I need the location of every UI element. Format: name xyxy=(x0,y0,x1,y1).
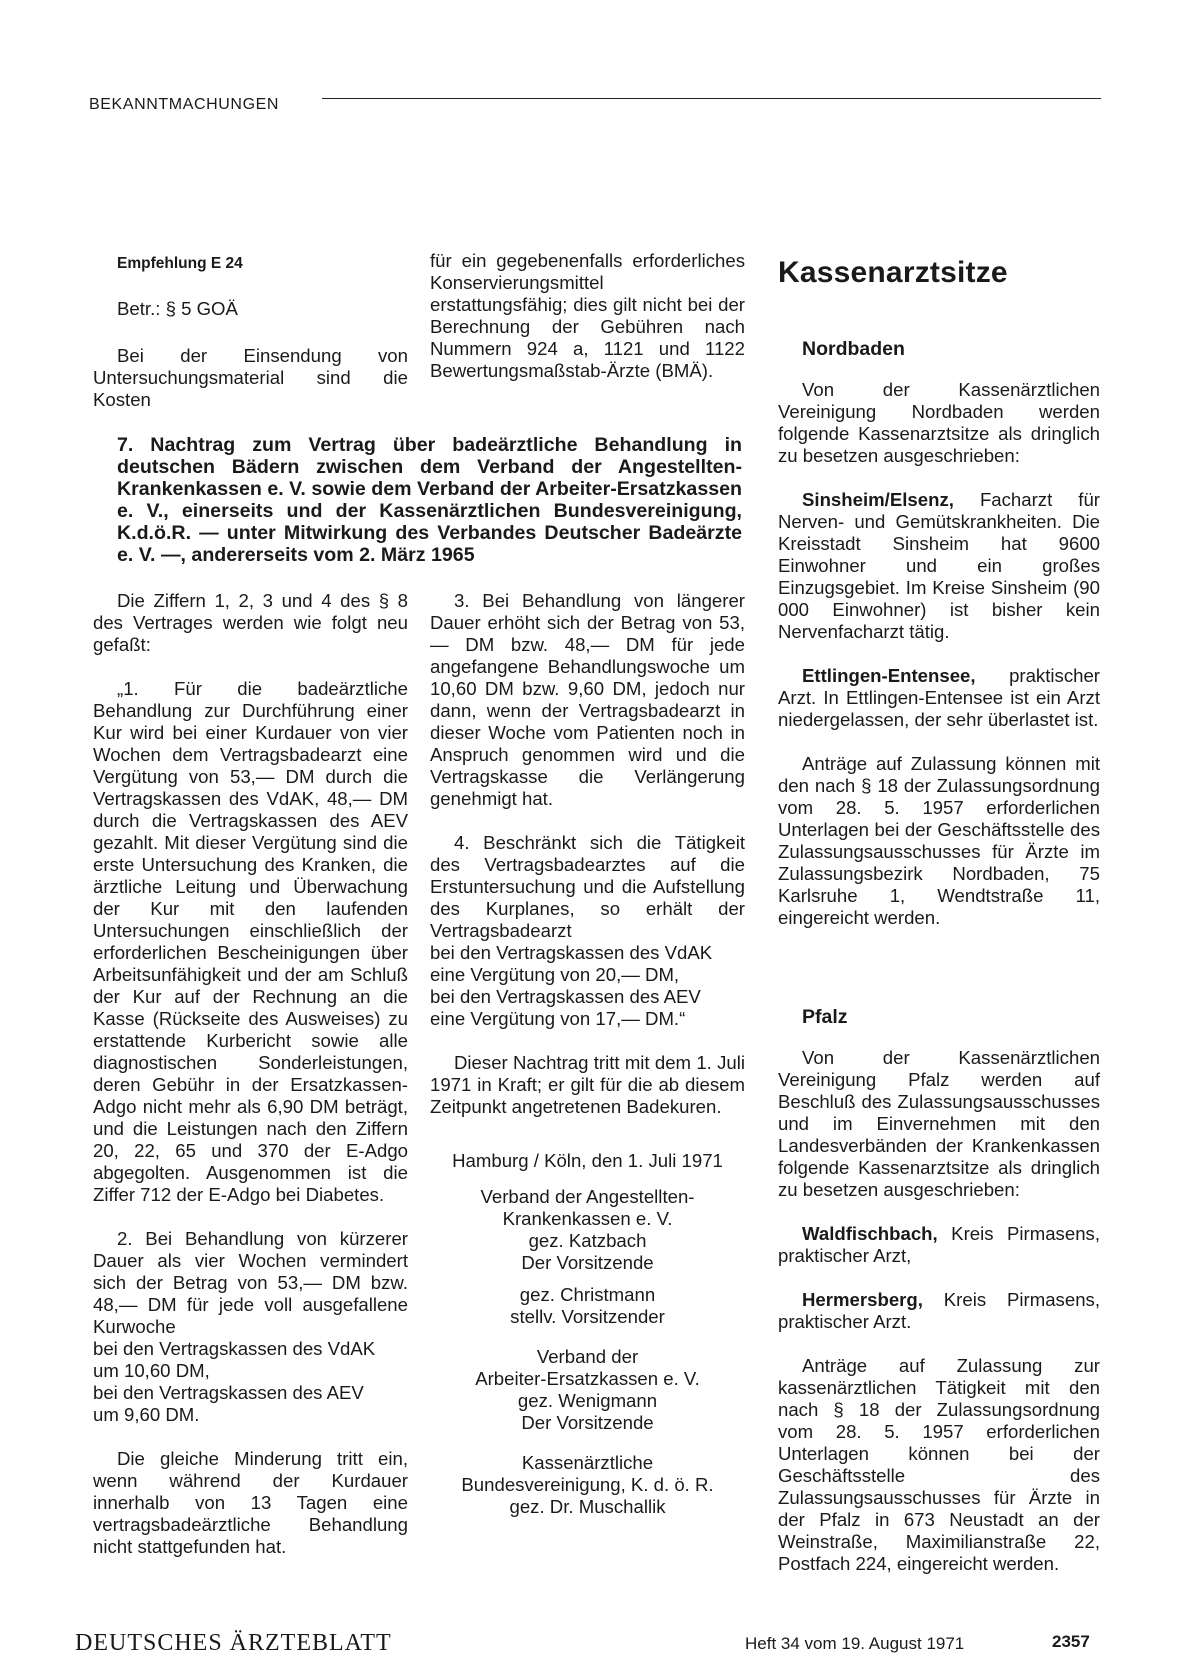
nordbaden-heading: Nordbaden xyxy=(802,338,905,360)
signature-block-deputy xyxy=(430,1284,745,1328)
section-4-line: bei den Vertragskassen des VdAK xyxy=(430,942,713,963)
pfalz-section xyxy=(778,1006,1100,1575)
listing-place: Hermersberg, xyxy=(802,1289,923,1310)
issue-info: Heft 34 vom 19. August 1971 xyxy=(745,1634,965,1653)
signature-line: stellv. Vorsitzender xyxy=(510,1306,665,1327)
effective-date-paragraph: Dieser Nachtrag tritt mit dem 1. Juli 1971 in Kraft; er gilt für die ab diesem Zeitpunkt angetretenen Badekuren. xyxy=(430,1052,745,1117)
section-2-paragraph: 2. Bei Behandlung von kürzerer Dauer als vier Wochen vermindert sich der Betrag von 53,— DM bzw. 48,— DM für jede voll ausgefallene Kurwoche xyxy=(93,1228,408,1337)
signature-line: gez. Wenigmann xyxy=(517,1390,658,1411)
section-2-line: bei den Vertragskassen des VdAK xyxy=(93,1338,376,1359)
listing-text: Kreis Pirmasens, praktischer Arzt. xyxy=(778,1289,1100,1332)
nachtrag-middle-column xyxy=(430,590,745,1518)
listing-text: Facharzt für Nerven- und Gemütskrankheiten. Die Kreisstadt Sinsheim hat 9600 Einwohner und ein großes Einzugsgebiet. Im Kreise Sinsheim (90 000 Einwohner) ist bisher kein Nervenfacharzt tätig. xyxy=(778,489,1100,642)
pfalz-intro: Von der Kassenärztlichen Vereinigung Pfalz werden auf Beschluß des Zulassungsausschusses und im Einvernehmen mit den Landesverbänden der Krankenkassen folgende Kassenarztsitze als dringlich zu besetzen ausgeschrieben: xyxy=(778,1047,1100,1200)
recommendation-label: Empfehlung E 24 xyxy=(117,255,243,272)
section-4-line: eine Vergütung von 17,— DM.“ xyxy=(430,1008,686,1029)
nachtrag-left-column xyxy=(93,590,408,1558)
signature-line: Kassenärztliche xyxy=(521,1452,654,1473)
journal-name: DEUTSCHES ÄRZTEBLATT xyxy=(75,1630,392,1656)
header-rule xyxy=(322,98,1101,99)
section-2-line: um 10,60 DM, xyxy=(93,1360,210,1381)
signature-line: gez. Dr. Muschallik xyxy=(509,1496,666,1517)
section-4-line: bei den Vertragskassen des AEV xyxy=(430,986,701,1007)
nordbaden-section xyxy=(778,338,1100,929)
reduction-paragraph: Die gleiche Minderung tritt ein, wenn während der Kurdauer innerhalb von 13 Tagen eine vertragsbadeärztliche Behandlung nicht stattgefunden hat. xyxy=(93,1448,408,1557)
nordbaden-listing-1 xyxy=(778,489,1100,643)
section-4-line: eine Vergütung von 20,— DM, xyxy=(430,964,680,985)
page-title: Kassenarztsitze xyxy=(778,256,1008,289)
pfalz-heading: Pfalz xyxy=(802,1006,848,1028)
signature-line: Der Vorsitzende xyxy=(521,1412,654,1433)
section-2-line: um 9,60 DM. xyxy=(93,1404,200,1425)
signature-block-aev xyxy=(430,1346,745,1434)
recommendation-text: Bei der Einsendung von Untersuchungsmaterial sind die Kosten xyxy=(93,345,408,410)
section-header: BEKANNTMACHUNGEN xyxy=(89,96,280,113)
signature-line: Verband der Angestellten- xyxy=(480,1186,695,1207)
nordbaden-intro: Von der Kassenärztlichen Vereinigung Nordbaden werden folgende Kassenarztsitze als dringlich zu besetzen ausgeschrieben: xyxy=(778,379,1100,466)
recommendation-text-continued: für ein gegebenenfalls erforderliches Konservierungsmittel erstattungsfähig; dies gilt nicht bei der Berechnung der Gebühren nach Nummern 924 a, 1121 und 1122 Bewertungsmaßstab-Ärzte (BMÄ). xyxy=(430,250,745,381)
signature-line: Der Vorsitzende xyxy=(521,1252,654,1273)
section-4-paragraph: 4. Beschränkt sich die Tätigkeit des Vertragsbadearztes auf die Erstuntersuchung und die Aufstellung des Kurplanes, so erhält der Vertragsbadearzt xyxy=(430,832,745,941)
pfalz-listing-1 xyxy=(778,1223,1100,1267)
signature-line: Bundesvereinigung, K. d. ö. R. xyxy=(461,1474,714,1495)
nordbaden-application: Anträge auf Zulassung können mit den nach § 18 der Zulassungsordnung vom 28. 5. 1957 erforderlichen Unterlagen bei der Geschäftsstelle des Zulassungsausschusses für Ärzte im Zulassungsbezirk Nordbaden, 75 Karlsruhe 1, Wendtstraße 11, eingereicht werden. xyxy=(778,753,1100,928)
pfalz-application: Anträge auf Zulassung zur kassenärztlichen Tätigkeit mit den nach § 18 der Zulassungsordnung vom 28. 5. 1957 erforderlichen Unterlagen können bei der Geschäftsstelle des Zulassungsausschusses für Ärzte in der Pfalz in 673 Neustadt an der Weinstraße, Maximilianstraße 22, Postfach 224, eingereicht werden. xyxy=(778,1355,1100,1574)
section-3-paragraph: 3. Bei Behandlung von längerer Dauer erhöht sich der Betrag von 53,— DM bzw. 48,— DM für jede angefangene Behandlungswoche um 10,60 DM bzw. 9,60 DM, jedoch nur dann, wenn der Vertragsbadearzt in dieser Woche vom Patienten noch in Anspruch genommen wird und die Vertragskasse die Verlängerung genehmigt hat. xyxy=(430,590,745,809)
signature-block-vdak xyxy=(430,1186,745,1274)
signature-line: Arbeiter-Ersatzkassen e. V. xyxy=(475,1368,700,1389)
signature-line: gez. Christmann xyxy=(519,1284,656,1305)
pfalz-listing-2 xyxy=(778,1289,1100,1333)
signature-line: Krankenkassen e. V. xyxy=(502,1208,673,1229)
listing-text: praktischer Arzt. In Ettlingen-Entensee ist ein Arzt niedergelassen, der sehr überlastet ist. xyxy=(778,665,1100,730)
page-number: 2357 xyxy=(1052,1632,1090,1651)
nordbaden-listing-2 xyxy=(778,665,1100,731)
section-2-line: bei den Vertragskassen des AEV xyxy=(93,1382,364,1403)
signature-block-kbv xyxy=(430,1452,745,1518)
place-date: Hamburg / Köln, den 1. Juli 1971 xyxy=(452,1150,723,1171)
nachtrag-heading: 7. Nachtrag zum Vertrag über badeärztliche Behandlung in deutschen Bädern zwischen dem Verband der Angestellten-Krankenkassen e. V. sowie dem Verband der Arbeiter-Ersatzkassen e. V., einerseits und der Kassenärztlichen Bundesvereinigung, K.d.ö.R. — unter Mitwirkung des Verbandes Deutscher Badeärzte e. V. —, andererseits vom 2. März 1965 xyxy=(117,434,742,566)
signature-line: Verband der xyxy=(536,1346,639,1367)
listing-text: Kreis Pirmasens, praktischer Arzt, xyxy=(778,1223,1101,1266)
signature-line: gez. Katzbach xyxy=(528,1230,647,1251)
listing-place: Sinsheim/Elsenz, xyxy=(802,489,954,510)
intro-paragraph: Die Ziffern 1, 2, 3 und 4 des § 8 des Vertrages werden wie folgt neu gefaßt: xyxy=(93,590,408,655)
section-1-paragraph: „1. Für die badeärztliche Behandlung zur Durchführung einer Kur wird bei einer Kurdauer von vier Wochen dem Vertragsbadearzt eine Vergütung von 53,— DM durch die Vertragskassen des VdAK, 48,— DM durch die Vertragskassen des AEV gezahlt. Mit dieser Vergütung sind die erste Untersuchung des Kranken, die ärztliche Leitung und Überwachung der Kur mit den laufenden Untersuchungen einschließlich der erforderlichen Bescheinigungen über Arbeitsunfähigkeit und der am Schluß der Kur auf der Rechnung an die Kasse (Rückseite des Ausweises) zu erstattende Kurbericht sowie alle diagnostischen Sonderleistungen, deren Gebühr in der Ersatzkassen-Adgo nicht mehr als 6,90 DM beträgt, und die Leistungen nach den Ziffern 20, 22, 65 und 370 der E-Adgo abgegolten. Ausgenommen ist die Ziffer 712 der E-Adgo bei Diabetes. xyxy=(93,678,408,1205)
listing-place: Ettlingen-Entensee, xyxy=(802,665,976,686)
recommendation-subject: Betr.: § 5 GOÄ xyxy=(117,298,238,319)
listing-place: Waldfischbach, xyxy=(802,1223,938,1244)
